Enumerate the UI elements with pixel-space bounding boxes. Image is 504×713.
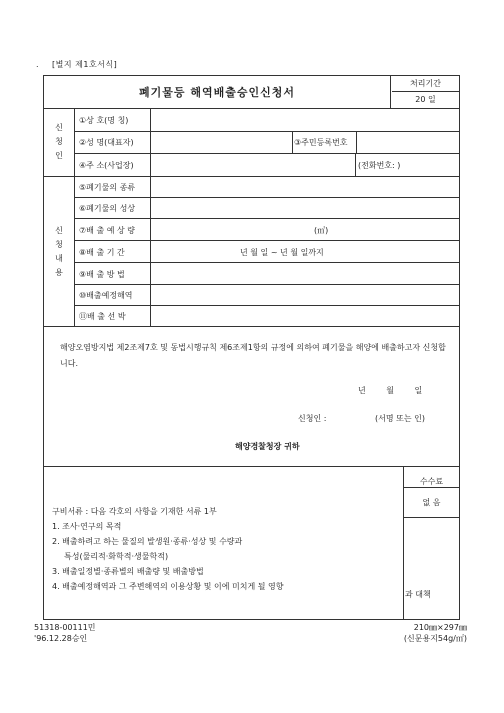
divider	[403, 466, 404, 619]
divider	[356, 131, 357, 153]
representative-label: ②성 명(대표자)	[79, 138, 134, 147]
address-label: ④주 소(사업장)	[79, 161, 134, 170]
form-number-label: [별지 제1호서식]	[52, 60, 118, 69]
document-item: 1. 조사·연구의 목적	[52, 522, 122, 531]
date-line: 년 월 일	[358, 386, 423, 395]
divider	[44, 326, 459, 327]
documents-intro: 구비서류 : 다음 각호의 사항을 기재한 서류 1부	[52, 507, 217, 516]
processing-period-label: 처리기간	[392, 76, 459, 92]
form-title: 폐기물등 해역배출승인신청서	[139, 86, 295, 99]
expected-amount-label: ⑦배 출 예 상 량	[79, 226, 135, 235]
registration-number-label: ③주민등록번호	[294, 138, 348, 147]
divider	[403, 487, 459, 488]
paper-size: 210㎜×297㎜	[413, 623, 467, 632]
divider	[74, 108, 75, 176]
company-name-label: ①상 호(명 칭)	[79, 116, 129, 125]
discharge-method-label: ⑨배 출 방 법	[79, 270, 125, 279]
divider	[44, 108, 459, 109]
application-statement: 해양오염방지법 제2조제7호 및 동법시행규칙 제6조제1항의 규정에 의하여 폐기물을 해양에 배출하고자 신청합니다.	[60, 343, 446, 368]
document-item: 2. 배출하려고 하는 물질의 발생원·종류·성상 및 수량과	[52, 537, 243, 546]
form-code: 51318-00111민	[34, 623, 96, 632]
divider	[403, 517, 459, 518]
approval-date: '96.12.28승인	[34, 634, 88, 643]
fee-label: 수수료	[419, 477, 444, 486]
applicant-section-label: 신 청 인	[55, 123, 63, 160]
processing-period-value: 20 일	[415, 95, 436, 104]
amount-unit: (㎥)	[314, 226, 329, 235]
divider	[292, 131, 293, 153]
phone-label: (전화번호: )	[358, 161, 401, 170]
divider	[74, 262, 459, 263]
divider	[150, 176, 151, 326]
discharge-period-value: 년 월 일 ~ 년 월 일까지	[240, 248, 324, 257]
document-item: 4. 배출예정해역과 그 주변해역의 이용상황 및 이에 미치게 될 영향	[52, 582, 284, 591]
divider	[74, 153, 459, 154]
waste-property-label: ⑥폐기물의 성상	[79, 204, 136, 213]
divider	[74, 176, 75, 326]
divider	[44, 466, 459, 467]
divider	[74, 305, 459, 306]
required-documents	[52, 504, 283, 594]
divider	[74, 284, 459, 285]
divider	[74, 131, 459, 132]
signature-label: (서명 또는 인)	[375, 414, 425, 423]
divider	[355, 153, 356, 176]
bullet-dot: .	[36, 60, 39, 69]
applicant-line: 신청인 :	[298, 414, 327, 423]
sea-area-label: ⑩배출예정해역	[79, 291, 133, 300]
divider	[74, 218, 459, 219]
divider	[150, 108, 151, 176]
fee-note: 과 대책	[405, 590, 431, 599]
title-cell	[44, 76, 391, 108]
vessel-label: ⑪배 출 선 박	[79, 312, 126, 321]
paper-type: (신문용지54g/㎡)	[403, 634, 467, 643]
fee-value: 없 음	[422, 498, 441, 507]
footer-paper	[400, 622, 467, 644]
divider	[44, 176, 459, 177]
footer-codes	[34, 622, 96, 644]
divider	[74, 197, 459, 198]
addressee: 해양경찰청장 귀하	[235, 442, 300, 451]
waste-type-label: ⑤폐기물의 종류	[79, 183, 136, 192]
divider	[74, 240, 459, 241]
document-item: 특성(물리적·화학적·생물학적)	[64, 552, 169, 561]
document-item: 3. 배출일정별·종류별의 배출량 및 배출방법	[52, 567, 204, 576]
content-section-label: 신 청 내 용	[55, 226, 63, 277]
discharge-period-label: ⑧배 출 기 간	[79, 248, 125, 257]
